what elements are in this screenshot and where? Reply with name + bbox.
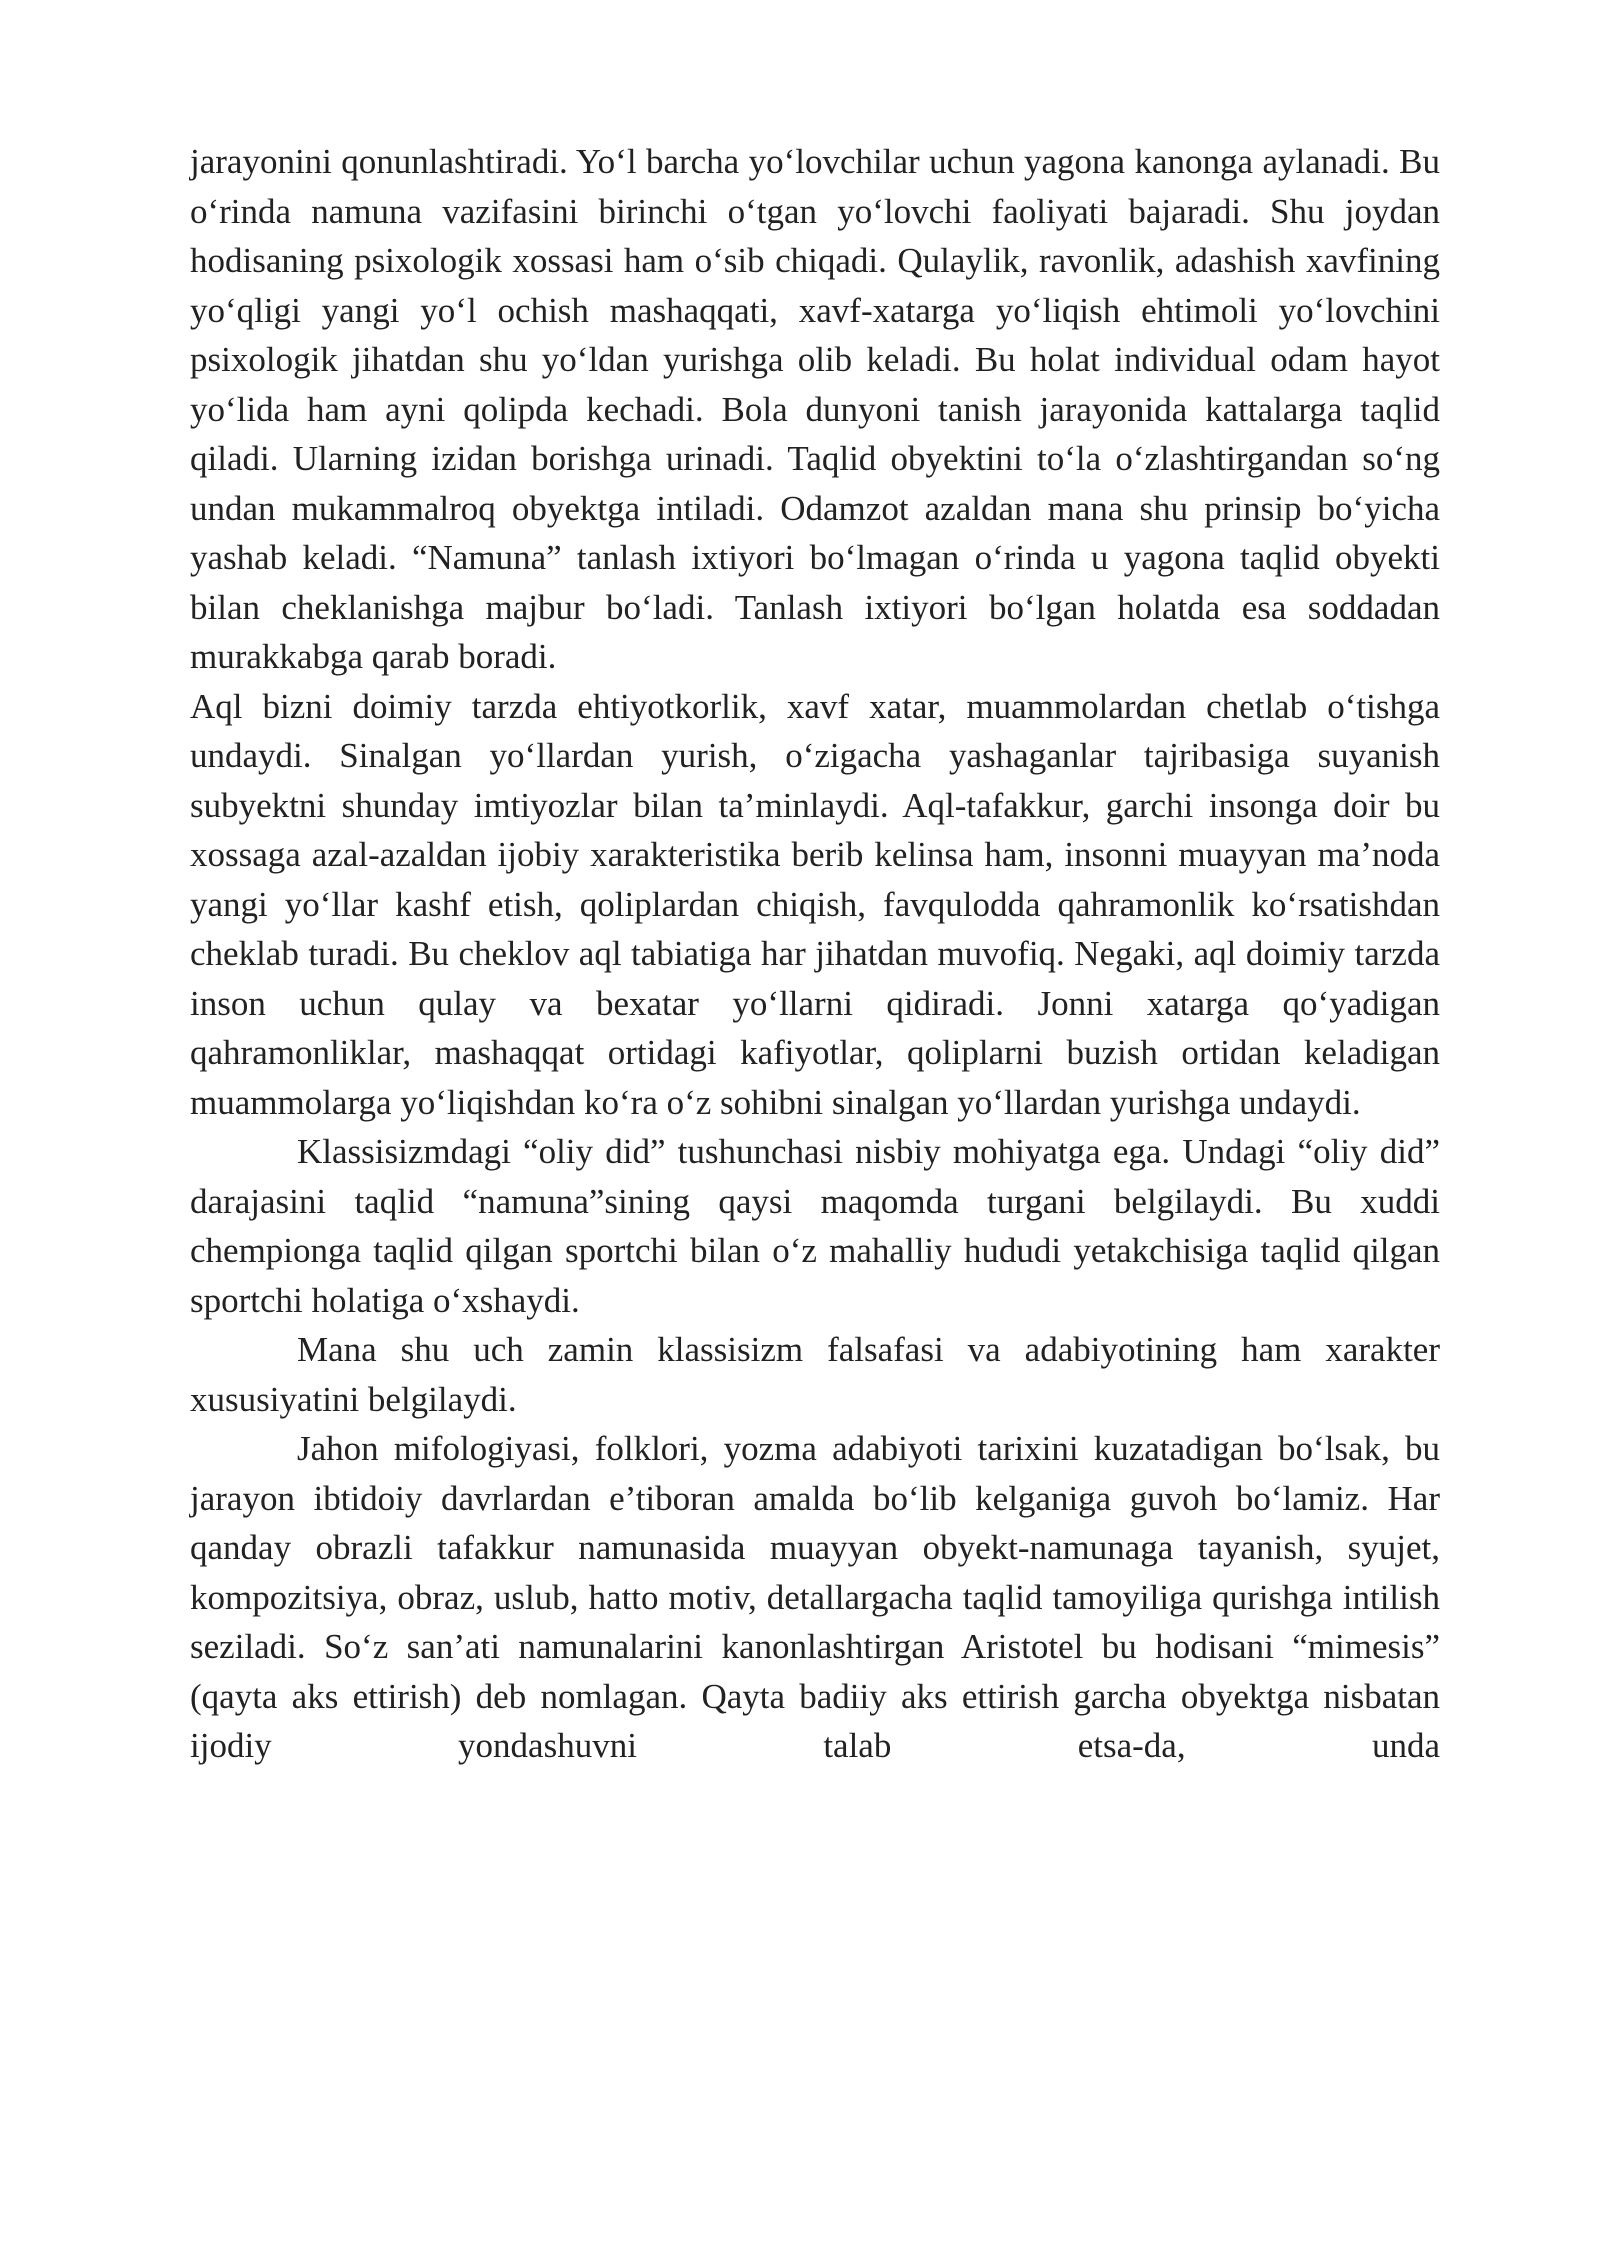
body-text — [190, 137, 1440, 1771]
paragraph-4: Mana shu uch zamin klassisizm falsafasi va adabiyotining ham xarakter xususiyatini belgilaydi. — [190, 1330, 1440, 1419]
paragraph-2: Aql bizni doimiy tarzda ehtiyotkorlik, xavf xatar, muammolardan chetlab o‘tishga undaydi. Sinalgan yo‘llardan yurish, o‘zigacha yashaganlar tajribasiga suyanish subyektni shunday imtiyozlar bilan ta’minlaydi. Aql-tafakkur, garchi insonga doir bu xossaga azal-azaldan ijobiy xarakteristika berib kelinsa ham, insonni muayyan ma’noda yangi yo‘llar kashf etish, qoliplardan chiqish, favqulodda qahramonlik ko‘rsatishdan cheklab turadi. Bu cheklov aql tabiatiga har jihatdan muvofiq. Negaki, aql doimiy tarzda inson uchun qulay va bexatar yo‘llarni qidiradi. Jonni xatarga qo‘yadigan qahramonliklar, mashaqqat ortidagi kafiyotlar, qoliplarni buzish ortidan keladigan muammolarga yo‘liqishdan ko‘ra o‘z sohibni sinalgan yo‘llardan yurishga undaydi. — [190, 686, 1440, 1122]
paragraph-1: jarayonini qonunlashtiradi. Yo‘l barcha yo‘lovchilar uchun yagona kanonga aylanadi. Bu o‘rinda namuna vazifasini birinchi o‘tgan yo‘lovchi faoliyati bajaradi. Shu joydan hodisaning psixologik xossasi ham o‘sib chiqadi. Qulaylik, ravonlik, adashish xavfining yo‘qligi yangi yo‘l ochish mashaqqati, xavf-xatarga yo‘liqish ehtimoli yo‘lovchini psixologik jihatdan shu yo‘ldan yurishga olib keladi. Bu holat individual odam hayot yo‘lida ham ayni qolipda kechadi. Bola dunyoni tanish jarayonida kattalarga taqlid qiladi. Ularning izidan borishga urinadi. Taqlid obyektini to‘la o‘zlashtirgandan so‘ng undan mukammalroq obyektga intiladi. Odamzot azaldan mana shu prinsip bo‘yicha yashab keladi. “Namuna” tanlash ixtiyori bo‘lmagan o‘rinda u yagona taqlid obyekti bilan cheklanishga majbur bo‘ladi. Tanlash ixtiyori bo‘lgan holatda esa soddadan murakkabga qarab boradi. — [190, 142, 1440, 676]
paragraph-5: Jahon mifologiyasi, folklori, yozma adabiyoti tarixini kuzatadigan bo‘lsak, bu jarayon ibtidoiy davrlardan e’tiboran amalda bo‘lib kelganiga guvoh bo‘lamiz. Har qanday obrazli tafakkur namunasida muayyan obyekt-namunaga tayanish, syujet, kompozitsiya, obraz, uslub, hatto motiv, detallargacha taqlid tamoyiliga qurishga intilish seziladi. So‘z san’ati namunalarini kanonlashtirgan Aristotel bu hodisani “mimesis” (qayta aks ettirish) deb nomlagan. Qayta badiiy aks ettirish garcha obyektga nisbatan ijodiy yondashuvni talab etsa-da, unda — [190, 1429, 1440, 1765]
paragraph-3: Klassisizmdagi “oliy did” tushunchasi nisbiy mohiyatga ega. Undagi “oliy did” darajasini taqlid “namuna”sining qaysi maqomda turgani belgilaydi. Bu xuddi chempionga taqlid qilgan sportchi bilan o‘z mahalliy hududi yetakchisiga taqlid qilgan sportchi holatiga o‘xshaydi. — [190, 1132, 1440, 1320]
